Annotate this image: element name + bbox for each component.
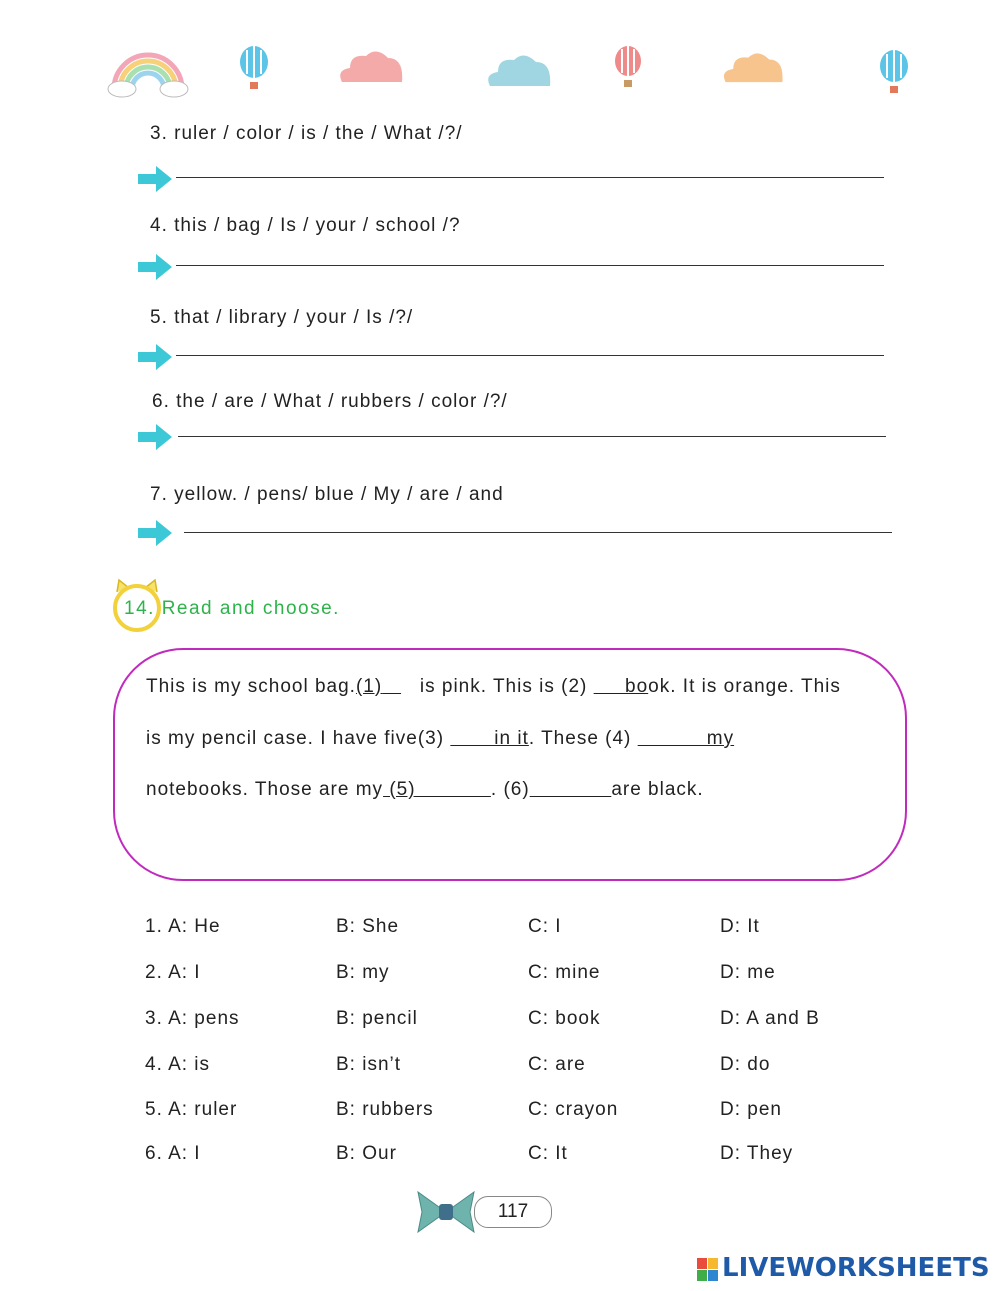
passage-text: is my pencil case. I have five(3) [146, 728, 451, 749]
option-1-b[interactable]: B: She [336, 916, 400, 937]
arrow-icon [138, 520, 172, 546]
answer-line-5[interactable] [176, 355, 884, 356]
option-5-b[interactable]: B: rubbers [336, 1099, 434, 1120]
cloud-icon [720, 48, 788, 88]
question-3: 3. ruler / color / is / the / What /?/ [150, 123, 463, 144]
arrow-icon [138, 254, 172, 280]
passage-line-1 [146, 676, 841, 698]
option-6-c[interactable]: C: It [528, 1143, 568, 1164]
question-4: 4. this / bag / Is / your / school /? [150, 215, 461, 236]
blank-6[interactable] [530, 779, 612, 800]
passage-text: . (6) [490, 779, 530, 800]
passage-text: are black. [611, 779, 704, 800]
passage-line-2 [146, 728, 734, 750]
option-4-c[interactable]: C: are [528, 1054, 586, 1075]
rainbow-icon [106, 45, 190, 99]
arrow-icon [138, 166, 172, 192]
option-2-d[interactable]: D: me [720, 962, 776, 983]
arrow-icon [138, 344, 172, 370]
section-title: 14. Read and choose. [124, 598, 340, 619]
option-2-c[interactable]: C: mine [528, 962, 601, 983]
cloud-icon [336, 48, 408, 86]
cloud-icon [484, 52, 556, 90]
option-4-b[interactable]: B: isn’t [336, 1054, 402, 1075]
option-1-d[interactable]: D: It [720, 916, 760, 937]
option-3-a[interactable]: 3. A: pens [145, 1008, 240, 1029]
passage-text: . These (4) [528, 728, 638, 749]
option-6-d[interactable]: D: They [720, 1143, 794, 1164]
question-7: 7. yellow. / pens/ blue / My / are / and [150, 484, 504, 505]
blank-3[interactable]: in it [450, 728, 529, 749]
brand-name: LIVEWORKSHEETS [722, 1253, 990, 1283]
liveworksheets-logo-icon [697, 1258, 719, 1282]
option-5-d[interactable]: D: pen [720, 1099, 782, 1120]
option-6-b[interactable]: B: Our [336, 1143, 397, 1164]
answer-line-3[interactable] [176, 177, 884, 178]
passage-text: ok. It is orange. This [648, 676, 841, 697]
passage-text: This is my school bag. [146, 676, 356, 697]
option-4-a[interactable]: 4. A: is [145, 1054, 211, 1075]
option-4-d[interactable]: D: do [720, 1054, 771, 1075]
option-3-c[interactable]: C: book [528, 1008, 601, 1029]
blank-5[interactable]: (5) [383, 779, 491, 800]
blank-1-fill[interactable] [382, 676, 401, 697]
question-6: 6. the / are / What / rubbers / color /?/ [152, 391, 508, 412]
page-number: 117 [474, 1196, 552, 1228]
hot-air-balloon-icon [612, 46, 644, 90]
option-6-a[interactable]: 6. A: I [145, 1143, 201, 1164]
bow-icon [414, 1188, 478, 1236]
blank-1[interactable]: (1) [355, 676, 383, 697]
answer-line-6[interactable] [178, 436, 886, 437]
option-3-b[interactable]: B: pencil [336, 1008, 418, 1029]
passage-text: notebooks. Those are my [146, 779, 384, 800]
option-2-a[interactable]: 2. A: I [145, 962, 201, 983]
option-5-a[interactable]: 5. A: ruler [145, 1099, 238, 1120]
option-1-a[interactable]: 1. A: He [145, 916, 221, 937]
answer-line-4[interactable] [176, 265, 884, 266]
passage-text: is pink. This is (2) [401, 676, 594, 697]
option-3-d[interactable]: D: A and B [720, 1008, 820, 1029]
answer-line-7[interactable] [184, 532, 892, 533]
hot-air-balloon-icon [878, 50, 910, 96]
passage-line-3 [146, 779, 704, 801]
blank-4[interactable]: my [637, 728, 735, 749]
option-1-c[interactable]: C: I [528, 916, 562, 937]
hot-air-balloon-icon [238, 46, 270, 92]
blank-2[interactable]: bo [593, 676, 649, 697]
question-5: 5. that / library / your / Is /?/ [150, 307, 414, 328]
option-5-c[interactable]: C: crayon [528, 1099, 619, 1120]
arrow-icon [138, 424, 172, 450]
option-2-b[interactable]: B: my [336, 962, 390, 983]
